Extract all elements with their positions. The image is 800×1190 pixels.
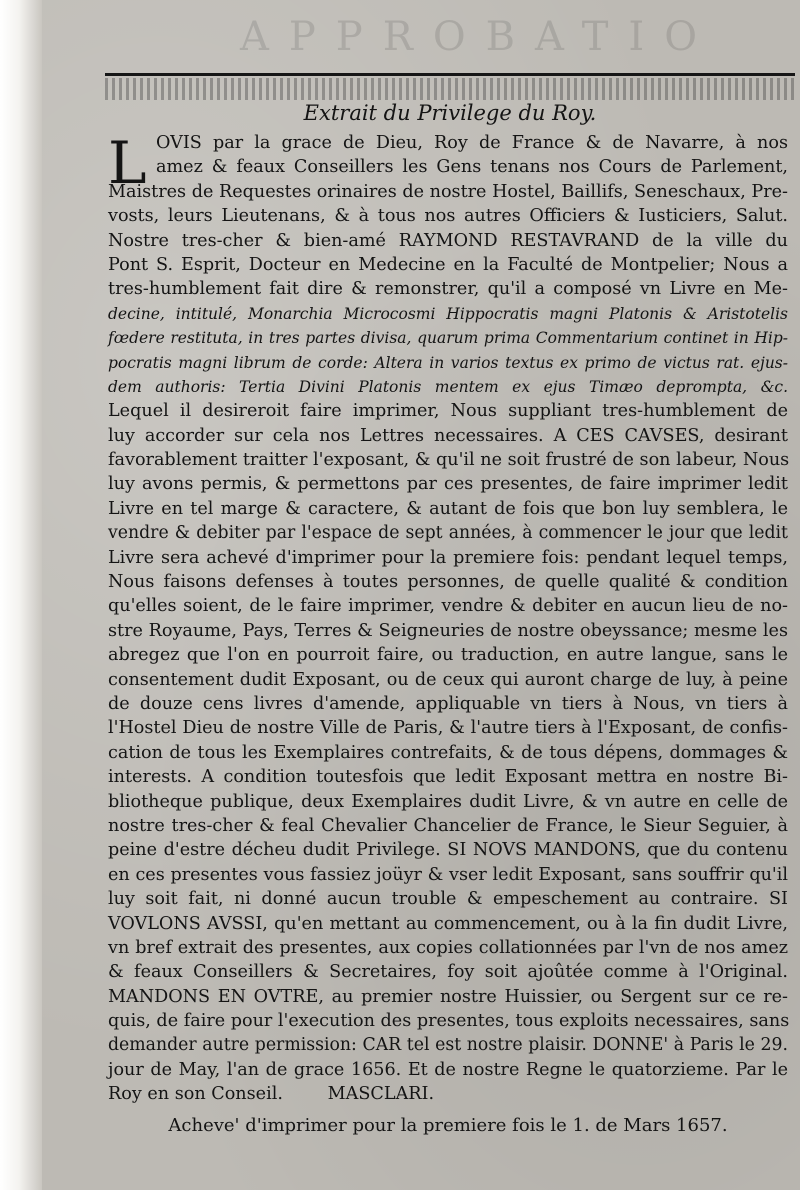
text-line: favorablement traitter l'exposant, & qu'il ne soit frustré de son labeur, Nous xyxy=(108,450,790,471)
privilege-text xyxy=(108,131,788,1107)
text-line: Nostre tres-cher & bien-amé RAYMOND RESTAVRAND de la ville du xyxy=(108,230,788,251)
text-line: qu'elles soient, de le faire imprimer, vendre & debiter en aucun lieu de no- xyxy=(108,596,788,617)
text-line: Livre sera achevé d'imprimer pour la premiere fois: pendant lequel temps, xyxy=(108,547,788,568)
text-line: Livre en tel marge & caractere, & autant de fois que bon luy semblera, le xyxy=(108,498,788,519)
text-line: stre Royaume, Pays, Terres & Seigneuries de nostre obeyssance; mesme les xyxy=(108,620,788,641)
text-line: jour de May, l'an de grace 1656. Et de nostre Regne le quatorzieme. Par le xyxy=(108,1059,788,1080)
text-line: cation de tous les Exemplaires contrefaits, & de tous dépens, dommages & xyxy=(108,742,788,763)
text-line: Maistres de Requestes orinaires de nostre Hostel, Baillifs, Seneschaux, Pre- xyxy=(108,181,788,202)
text-line: luy accorder sur cela nos Lettres necessaires. A CES CAVSES, desirant xyxy=(108,425,788,446)
text-line: nostre tres-cher & feal Chevalier Chancelier de France, le Sieur Seguier, à xyxy=(108,815,788,836)
text-line: pocratis magni librum de corde: Altera in varios textus ex primo de victus rat. ejus- xyxy=(108,353,788,372)
text-line: Nous faisons defenses à toutes personnes, de quelle qualité & condition xyxy=(108,572,788,593)
text-line: MANDONS EN OVTRE, au premier nostre Huissier, ou Sergent sur ce re- xyxy=(108,986,788,1007)
text-line: interests. A condition toutesfois que ledit Exposant mettra en nostre Bi- xyxy=(108,767,788,788)
text-line: l'Hostel Dieu de nostre Ville de Paris, & l'autre tiers à l'Exposant, de confis- xyxy=(108,718,788,739)
text-line: peine d'estre décheu dudit Privilege. SI NOVS MANDONS, que du contenu xyxy=(108,840,788,861)
text-line: vn bref extrait des presentes, aux copies collationnées par l'vn de nos amez xyxy=(108,937,788,958)
colophon: Acheve' d'imprimer pour la premiere fois le 1. de Mars 1657. xyxy=(168,1115,728,1136)
text-line: Roy en son Conseil. MASCLARI. xyxy=(108,1084,435,1105)
text-line: dem authoris: Tertia Divini Platonis mentem ex ejus Timæo deprompta, &c. xyxy=(108,377,788,396)
text-line: OVIS par la grace de Dieu, Roy de France & de Navarre, à nos xyxy=(156,133,788,153)
text-line: VOVLONS AVSSI, qu'en mettant au commencement, ou à la fin dudit Livre, xyxy=(108,913,788,934)
text-line: vendre & debiter par l'espace de sept années, à commencer le jour que ledit xyxy=(108,523,788,544)
text-line: fœdere restituta, in tres partes divisa, quarum prima Commentarium continet in Hip- xyxy=(108,329,788,348)
header-rule xyxy=(105,73,795,76)
text-line: amez & feaux Conseillers les Gens tenans nos Cours de Parlement, xyxy=(156,157,788,178)
text-line: & feaux Conseillers & Secretaires, foy soit ajoûtée comme à l'Original. xyxy=(108,962,788,983)
text-line: abregez que l'on en pourroit faire, ou traduction, en autre langue, sans le xyxy=(108,645,788,666)
text-line: en ces presentes vous fassiez joüyr & vser ledit Exposant, sans souffrir qu'il xyxy=(108,864,788,885)
text-line: demander autre permission: CAR tel est nostre plaisir. DONNE' à Paris le 29. xyxy=(108,1035,788,1056)
bleed-through-shadow: APPROBATIO xyxy=(240,14,717,60)
text-line: luy soit fait, ni donné aucun trouble & empeschement au contraire. SI xyxy=(108,889,788,910)
text-line: Lequel il desireroit faire imprimer, Nous suppliant tres-humblement de xyxy=(108,401,788,422)
drop-cap: L xyxy=(108,129,147,197)
text-line: Pont S. Esprit, Docteur en Medecine en la Faculté de Montpelier; Nous a xyxy=(108,254,788,275)
text-line: quis, de faire pour l'execution des presentes, tous exploits necessaires, sans xyxy=(108,1011,790,1032)
text-line: consentement dudit Exposant, ou de ceux qui auront charge de luy, à peine xyxy=(108,669,788,690)
text-line: bliotheque publique, deux Exemplaires dudit Livre, & vn autre en celle de xyxy=(108,791,788,812)
text-line: luy avons permis, & permettons par ces presentes, de faire imprimer ledit xyxy=(108,474,788,495)
text-line: vosts, leurs Lieutenans, & à tous nos autres Officiers & Iusticiers, Salut. xyxy=(108,206,788,227)
text-line: tres-humblement fait dire & remonstrer, qu'il a composé vn Livre en Me- xyxy=(108,279,788,300)
text-line: de douze cens livres d'amende, appliquable vn tiers à Nous, vn tiers à xyxy=(108,693,788,714)
facing-page-edge xyxy=(0,0,42,1190)
running-title: Extrait du Privilege du Roy. xyxy=(303,101,597,125)
header-ornament xyxy=(105,78,795,100)
text-line: decine, intitulé, Monarchia Microcosmi Hippocratis magni Platonis & Aristotelis xyxy=(108,304,788,323)
